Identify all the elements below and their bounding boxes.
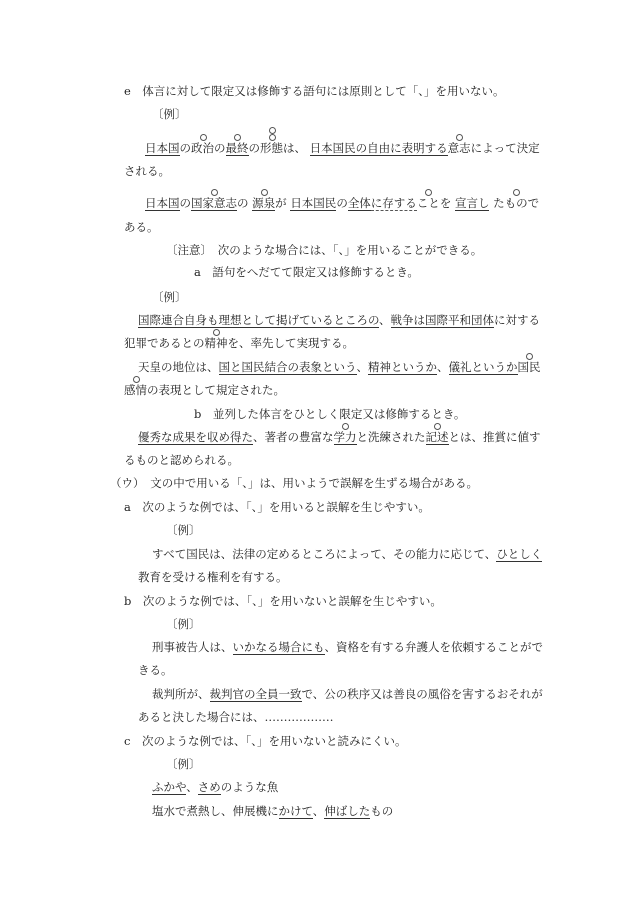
section-u-heading: （ウ） 文の中で用いる「、」は、用いようで誤解を生ずる場合がある。	[110, 476, 478, 490]
ex10-seg: かけて	[278, 804, 313, 818]
ex1-seg: 日本国	[145, 141, 180, 155]
ex10-seg: 伸ばした	[324, 804, 371, 818]
ex1-seg: の	[179, 141, 191, 155]
ex2-seg: こと	[416, 196, 440, 210]
ex1-seg: 最終	[225, 141, 249, 155]
ex10-seg: 、	[312, 804, 325, 818]
example-label: 〔例〕	[152, 107, 187, 121]
example-5-line-1	[138, 429, 541, 445]
example-6-line-2: 教育を受ける権利を有する。	[138, 570, 288, 584]
example-7-line-1	[152, 639, 543, 655]
ex1-seg: の	[248, 141, 260, 155]
ex4-seg: 感情	[124, 383, 147, 397]
ex6-seg: すべて国民は、法律の定めるところによって、その能力に応じて、	[152, 547, 497, 561]
ex4-seg: 精神というか	[368, 360, 437, 374]
ex4-seg: の表現として規定された。	[147, 383, 285, 397]
ex2-seg: が	[275, 196, 287, 210]
ex7-seg: 刑事被告人は、	[152, 640, 233, 654]
example-2-line-1	[145, 195, 539, 211]
example-8-line-1	[152, 686, 543, 702]
ex2-seg: に存する	[370, 196, 417, 210]
note-sub-b: b 並列した体言をひとしく限定又は修飾するとき。	[194, 407, 466, 421]
example-2-line-2: ある。	[124, 220, 159, 234]
example-4-line-1	[138, 359, 541, 375]
ex4-seg: 、	[356, 360, 368, 374]
example-7-line-2: きる。	[138, 663, 173, 677]
example-4-line-2	[124, 382, 285, 398]
ex5-seg: 優秀な成果を収め得た	[138, 430, 253, 444]
section-e-heading: e 体言に対して限定又は修飾する語句には原則として「、」を用いない。	[124, 84, 505, 98]
ex1-seg: 政治	[191, 141, 214, 155]
example-5-line-2: るものと認められる。	[124, 453, 239, 467]
ex2-seg: 日本国	[145, 196, 180, 210]
ex2-seg: の	[336, 196, 348, 210]
ex9-seg: ふかや	[152, 780, 187, 794]
ex1-seg: の	[214, 141, 226, 155]
ex7-seg: 、資格を有する弁護人を依頼することがで	[324, 640, 543, 654]
ex2-seg: 日本国民	[290, 196, 337, 210]
example-label: 〔例〕	[166, 523, 201, 537]
section-u-c: c 次のような例では、「、」を用いないと読みにくい。	[124, 734, 407, 748]
ex5-seg: とは、推賞に値す	[448, 430, 541, 444]
ex7-seg: いかなる場合にも	[232, 640, 325, 654]
ex4-seg: 天皇の地位は、	[138, 360, 219, 374]
example-1-line-2: される。	[124, 164, 170, 178]
example-label: 〔例〕	[152, 290, 187, 304]
note-heading: 〔注意〕 次のような場合には、「、」を用いることができる。	[166, 243, 483, 257]
ex1-seg: によって決定	[470, 141, 540, 155]
ex4-seg: 国と国民結合の表象という	[218, 360, 357, 374]
ex2-seg: 全体	[347, 196, 371, 210]
section-u-a: a 次のような例では、「、」を用いると誤解を生じやすい。	[124, 500, 430, 514]
example-label: 〔例〕	[166, 617, 201, 631]
example-3-line-2	[124, 335, 354, 351]
section-u-b: b 次のような例では、「、」を用いないと誤解を生じやすい。	[124, 594, 442, 608]
ex4-seg: 国民	[517, 360, 541, 374]
ex10-seg: 塩水で煮熱し、伸展機に	[152, 804, 279, 818]
ex3-seg: 、	[379, 313, 391, 327]
ex8-seg: 裁判官の全員一致	[209, 687, 302, 701]
ex8-seg: 裁判所が、	[152, 687, 210, 701]
ex4-seg: 儀礼というか	[448, 360, 518, 374]
ex2-seg: 源泉	[252, 196, 276, 210]
example-8-line-2: あると決した場合には、………………	[138, 710, 334, 724]
example-10	[152, 803, 393, 819]
example-1-line-1	[145, 140, 540, 156]
ex9-seg: のような魚	[220, 780, 279, 794]
ex2-seg: の	[237, 196, 249, 210]
ex9-seg: さめ	[197, 780, 221, 794]
ex3-seg: 戦争は国際平和団体	[390, 313, 495, 327]
ex8-seg: で、公の秩序又は善良の風俗を害するおそれが	[301, 687, 543, 701]
ex3-seg: に対する	[494, 313, 541, 327]
ex3-seg: 国際連合自身も理想として掲げているところの	[138, 313, 380, 327]
ex2-seg: た	[493, 196, 505, 210]
ex9-seg: 、	[186, 780, 198, 794]
ex5-seg: 学力	[333, 430, 357, 444]
ex2-seg: もの	[504, 196, 528, 210]
ex5-seg: 記述	[425, 430, 449, 444]
ex3-seg: 犯罪であるとの	[124, 336, 205, 350]
ex2-seg: の	[179, 196, 191, 210]
ex1-seg: 日本国民の自由に表明する	[309, 141, 448, 155]
ex6-seg: ひとしく	[496, 547, 543, 561]
ex5-seg: 、著者の豊富な	[253, 430, 334, 444]
ex1-seg: 意志	[447, 141, 471, 155]
ex2-seg: 国家意志	[191, 196, 237, 210]
ex1-seg: 形態	[260, 141, 283, 155]
note-sub-a: a 語句をへだてて限定又は修飾するとき。	[194, 265, 419, 279]
ex10-seg: もの	[370, 804, 394, 818]
ex1-seg: は、	[283, 141, 306, 155]
ex2-seg: 宣言し	[454, 196, 490, 210]
example-6-line-1	[152, 546, 542, 562]
ex4-seg: 、	[437, 360, 449, 374]
ex3-seg: を、率先して実現する。	[227, 336, 354, 350]
example-3-line-1	[138, 312, 540, 328]
ex2-seg: を	[439, 196, 452, 210]
example-label: 〔例〕	[166, 757, 201, 771]
ex3-seg: 精神	[204, 336, 228, 350]
ex2-seg: で	[527, 196, 540, 210]
example-9	[152, 779, 278, 795]
ex5-seg: と洗練された	[356, 430, 426, 444]
